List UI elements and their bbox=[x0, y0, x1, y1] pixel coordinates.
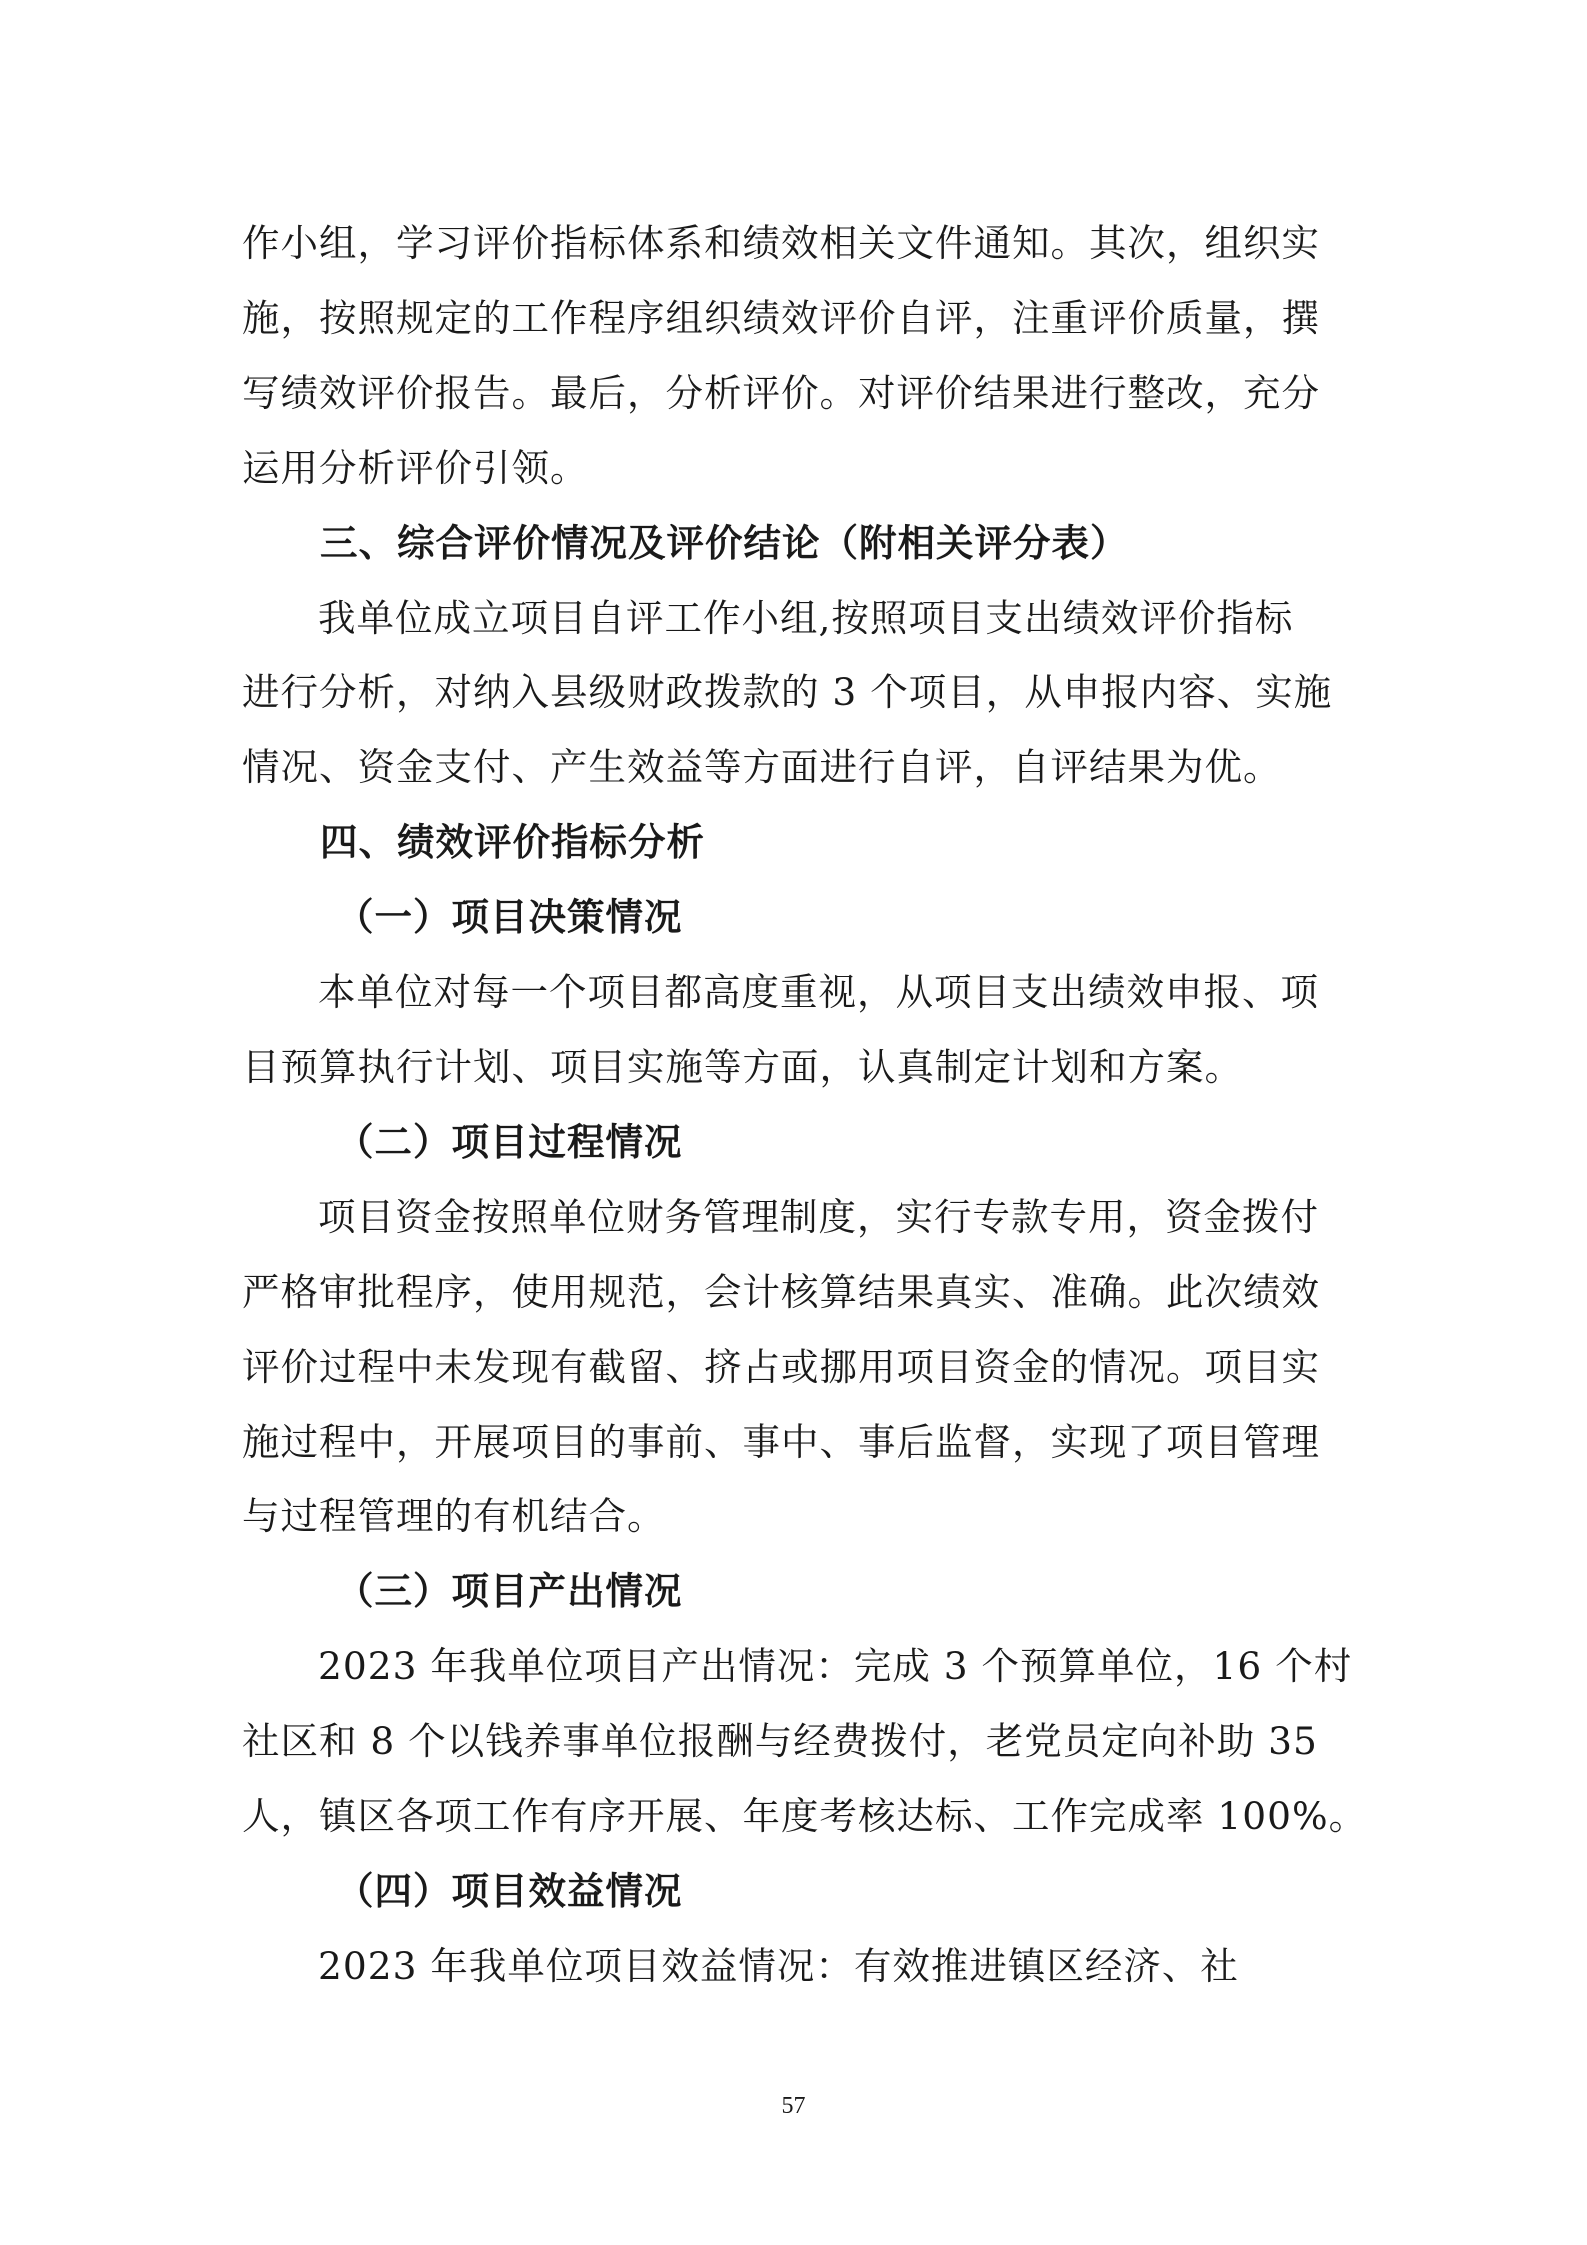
text-line: 与过程管理的有机结合。 bbox=[242, 1494, 666, 1539]
paragraph-subsection-2 bbox=[242, 1180, 1350, 1555]
document-body bbox=[242, 206, 1368, 2004]
text-line: 进行分析，对纳入县级财政拨款的 3 个项目，从申报内容、实施 bbox=[242, 670, 1333, 715]
paragraph-subsection-3 bbox=[242, 1629, 1368, 1854]
subsection-heading-3: （三）项目产出情况 bbox=[336, 1569, 683, 1614]
text-line: 目预算执行计划、项目实施等方面，认真制定计划和方案。 bbox=[242, 1044, 1243, 1089]
text-line: 严格审批程序，使用规范，会计核算结果真实、准确。此次绩效 bbox=[242, 1269, 1320, 1314]
section-heading-3: 三、综合评价情况及评价结论（附相关评分表） bbox=[320, 520, 1129, 565]
text-line: 作小组，学习评价指标体系和绩效相关文件通知。其次，组织实 bbox=[242, 221, 1320, 265]
paragraph-section-3 bbox=[242, 581, 1350, 806]
subsection-heading-2: （二）项目过程情况 bbox=[336, 1119, 683, 1164]
subsection-heading-4: （四）项目效益情况 bbox=[336, 1868, 683, 1913]
text-line: 2023 年我单位项目产出情况：完成 3 个预算单位，16 个村 bbox=[318, 1644, 1353, 1689]
text-line: 情况、资金支付、产生效益等方面进行自评，自评结果为优。 bbox=[242, 745, 1282, 790]
text-line: 项目资金按照单位财务管理制度，实行专款专用，资金拨付 bbox=[318, 1194, 1319, 1239]
paragraph-subsection-4 bbox=[242, 1929, 1350, 2004]
page-number: 57 bbox=[781, 2093, 806, 2119]
text-line: 运用分析评价引领。 bbox=[242, 445, 589, 490]
text-line: 本单位对每一个项目都高度重视，从项目支出绩效申报、项 bbox=[318, 970, 1319, 1015]
text-line: 2023 年我单位项目效益情况：有效推进镇区经济、社 bbox=[318, 1943, 1239, 1988]
text-line: 人，镇区各项工作有序开展、年度考核达标、工作完成率 100%。 bbox=[242, 1794, 1368, 1839]
text-line: 评价过程中未发现有截留、挤占或挪用项目资金的情况。项目实 bbox=[242, 1344, 1320, 1389]
text-line: 施过程中，开展项目的事前、事中、事后监督，实现了项目管理 bbox=[242, 1419, 1320, 1464]
text-line: 我单位成立项目自评工作小组,按照项目支出绩效评价指标 bbox=[318, 595, 1294, 640]
subsection-heading-1: （一）项目决策情况 bbox=[336, 895, 683, 940]
paragraph-subsection-1 bbox=[242, 955, 1350, 1105]
text-line: 写绩效评价报告。最后，分析评价。对评价结果进行整改，充分 bbox=[242, 370, 1320, 415]
paragraph-continuation bbox=[242, 206, 1350, 506]
section-heading-4: 四、绩效评价指标分析 bbox=[320, 820, 705, 865]
text-line: 施，按照规定的工作程序组织绩效评价自评，注重评价质量，撰 bbox=[242, 295, 1320, 340]
text-line: 社区和 8 个以钱养事单位报酬与经费拨付，老党员定向补助 35 bbox=[242, 1719, 1318, 1764]
